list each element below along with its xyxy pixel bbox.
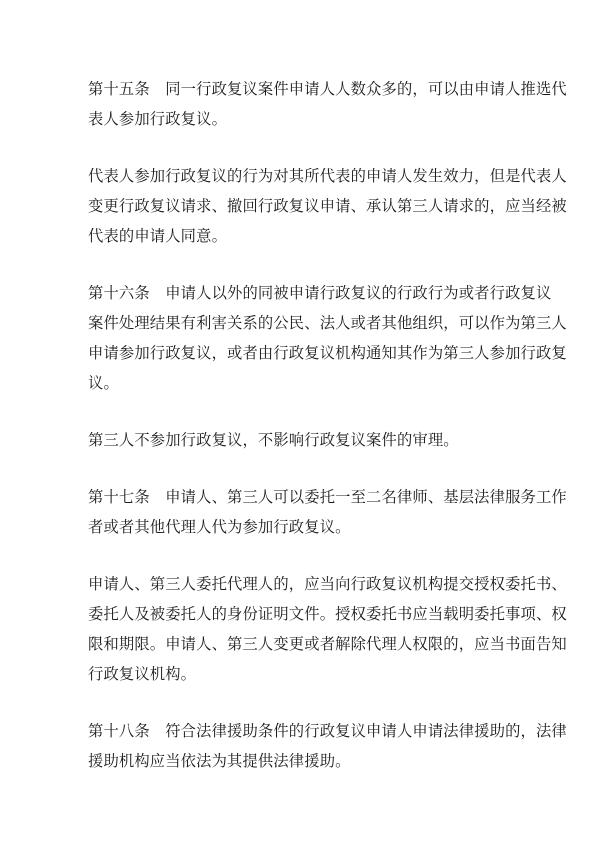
text-line: 表人参加行政复议。 — [88, 110, 228, 128]
text-line: 变更行政复议请求、撤回行政复议申请、承认第三人请求的，应当经被 — [88, 197, 567, 215]
text-line: 申请人、第三人委托代理人的，应当向行政复议机构提交授权委托书、 — [88, 575, 567, 593]
text-line: 申请参加行政复议，或者由行政复议机构通知其作为第三人参加行政复 — [88, 344, 567, 362]
text-line: 委托人及被委托人的身份证明文件。授权委托书应当载明委托事项、权 — [88, 605, 567, 623]
text-line: 第十七条 申请人、第三人可以委托一至二名律师、基层法律服务工作 — [88, 488, 567, 506]
text-line: 案件处理结果有利害关系的公民、法人或者其他组织，可以作为第三人 — [88, 314, 567, 332]
text-line: 议。 — [88, 374, 119, 392]
text-line: 第十八条 符合法律援助条件的行政复议申请人申请法律援助的，法律 — [88, 722, 567, 740]
paragraph-power-of-attorney — [88, 569, 567, 689]
paragraph-article-18 — [88, 716, 567, 776]
text-line: 代表的申请人同意。 — [88, 227, 228, 245]
text-line: 者或者其他代理人代为参加行政复议。 — [88, 518, 351, 536]
paragraph-third-party-absence — [88, 425, 520, 455]
paragraph-article-17 — [88, 482, 567, 542]
text-line: 行政复议机构。 — [88, 665, 197, 683]
paragraph-article-15 — [88, 74, 567, 134]
text-line: 援助机构应当依法为其提供法律援助。 — [88, 752, 351, 770]
text-line: 代表人参加行政复议的行为对其所代表的申请人发生效力，但是代表人 — [88, 167, 567, 185]
paragraph-representative-effect — [88, 161, 567, 251]
paragraph-article-16 — [88, 278, 567, 398]
document-body — [88, 74, 567, 803]
text-line: 限和期限。申请人、第三人变更或者解除代理人权限的，应当书面告知 — [88, 635, 567, 653]
text-line: 第十五条 同一行政复议案件申请人人数众多的，可以由申请人推选代 — [88, 80, 567, 98]
text-line: 第三人不参加行政复议，不影响行政复议案件的审理。 — [88, 431, 459, 449]
text-line: 第十六条 申请人以外的同被申请行政复议的行政行为或者行政复议 — [88, 284, 552, 302]
